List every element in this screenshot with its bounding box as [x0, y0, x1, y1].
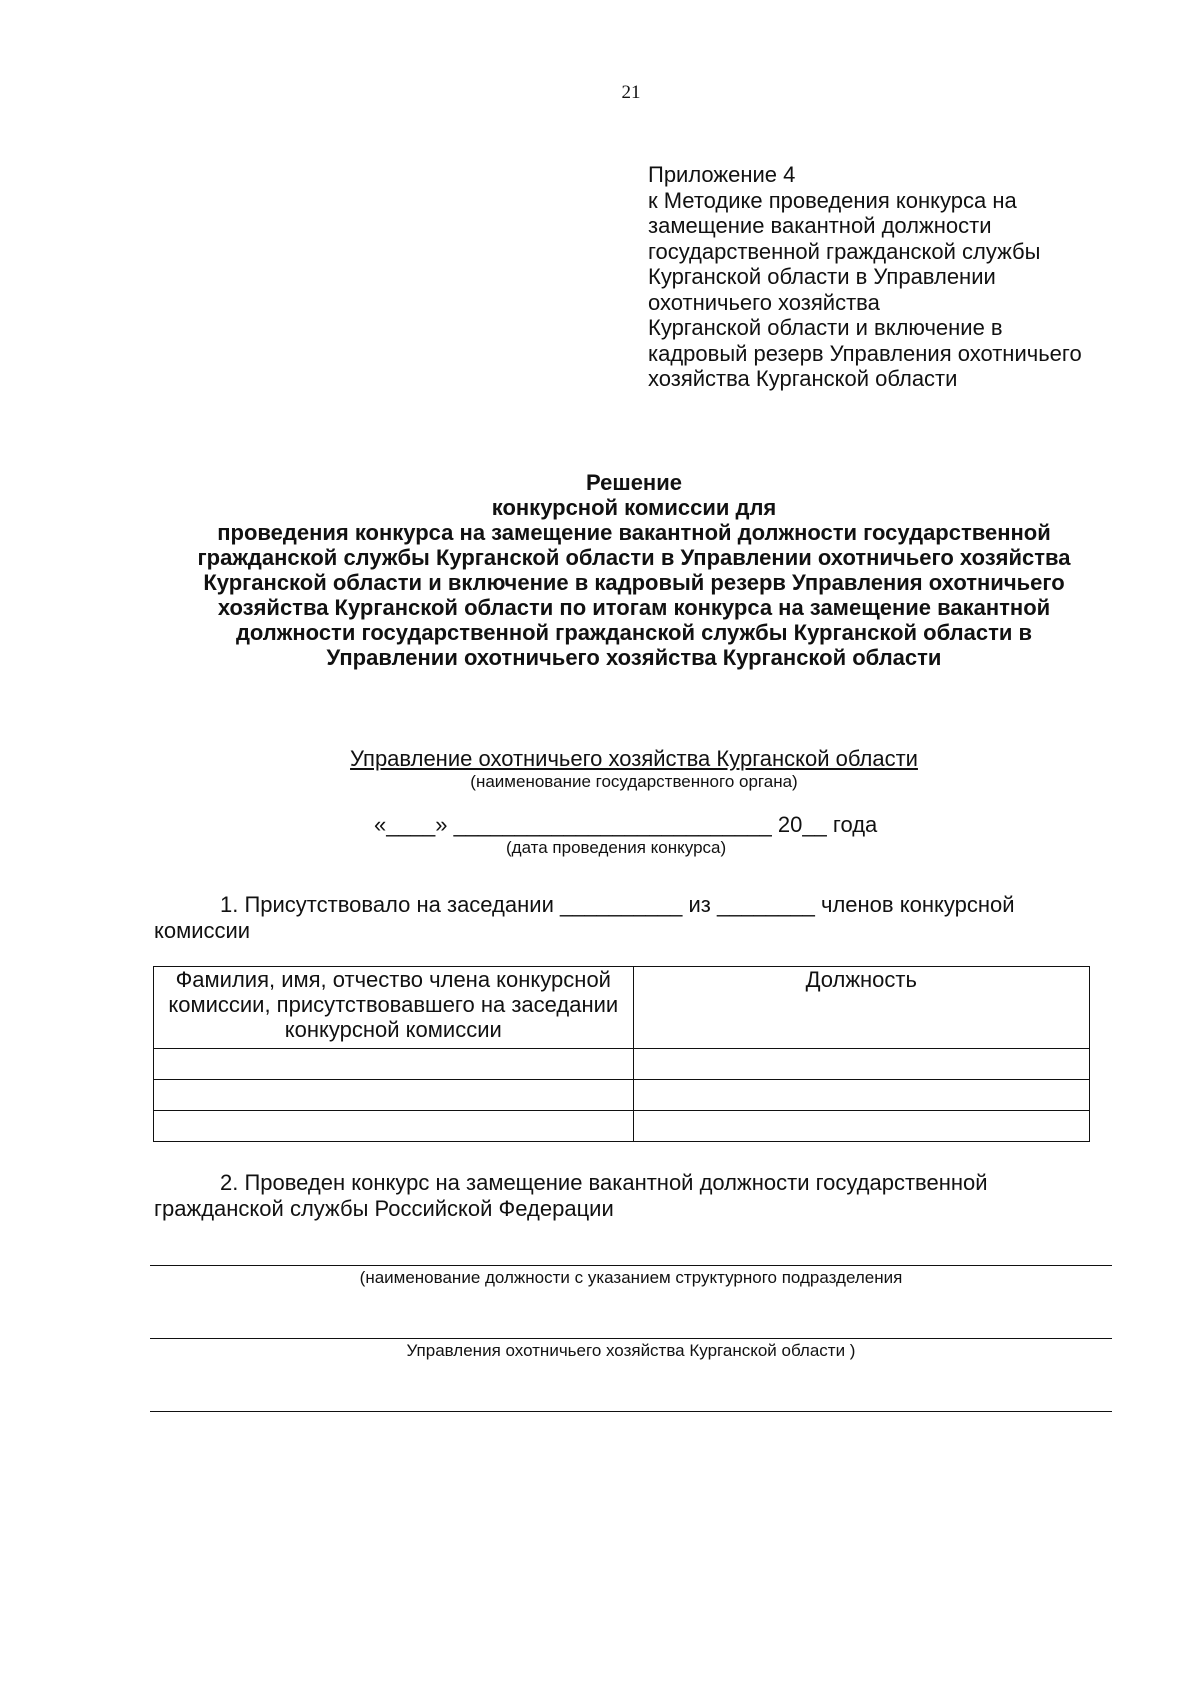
item-1: [154, 892, 1094, 944]
position-caption-1: (наименование должности с указанием структурного подразделения: [359, 1268, 903, 1287]
title-line: гражданской службы Курганской области в Управлении охотничьего хозяйства: [197, 545, 1071, 570]
table-cell: [154, 1111, 634, 1142]
item-2: [154, 1170, 1094, 1222]
table-row: [154, 1080, 1090, 1111]
item-1-blank-total: ________: [716, 892, 815, 917]
title-line: хозяйства Курганской области по итогам конкурса на замещение вакантной: [217, 595, 1051, 620]
organization-name: Управление охотничьего хозяйства Курганской области: [350, 746, 918, 771]
item-1-start: 1. Присутствовало на заседании: [220, 892, 554, 917]
item-1-continuation: комиссии: [154, 918, 251, 943]
organization-block: [150, 746, 1118, 792]
table-row: [154, 1049, 1090, 1080]
table-cell: [154, 1049, 634, 1080]
item-1-line: [154, 892, 1094, 918]
position-line-1: [150, 1265, 1112, 1266]
title-line: Управлении охотничьего хозяйства Курганской области: [326, 645, 942, 670]
position-line-2: [150, 1338, 1112, 1339]
appendix-line: к Методике проведения конкурса на: [648, 187, 1017, 213]
table-header-row: [154, 967, 1090, 1049]
decision-title: [150, 470, 1118, 670]
appendix-line: Курганской области в Управлении: [648, 264, 996, 289]
appendix-line: замещение вакантной должности: [648, 213, 992, 238]
title-line: Решение: [586, 470, 682, 495]
table-cell: [633, 1080, 1089, 1111]
appendix-header: [648, 162, 1168, 392]
date-year-blank: __: [802, 812, 827, 837]
appendix-line: Курганской области и включение в: [648, 315, 1003, 340]
item-2-line-2: гражданской службы Российской Федерации: [154, 1196, 614, 1221]
date-year-prefix: 20: [777, 812, 803, 837]
table-cell: [633, 1111, 1089, 1142]
date-caption: (дата проведения конкурса): [506, 838, 727, 857]
appendix-line: государственной гражданской службы: [648, 238, 1041, 264]
appendix-line: Приложение 4: [648, 162, 796, 187]
date-close-quote: »: [435, 812, 448, 837]
item-1-blank-present: __________: [559, 892, 683, 917]
title-line: конкурсной комиссии для: [491, 495, 777, 520]
title-line: Курганской области и включение в кадровый резерв Управления охотничьего: [203, 570, 1065, 595]
date-open-quote: «: [374, 812, 387, 837]
position-caption-2: Управления охотничьего хозяйства Курганской области ): [406, 1341, 856, 1360]
position-line-3: [150, 1411, 1112, 1412]
table-cell: [633, 1049, 1089, 1080]
appendix-line: хозяйства Курганской области: [648, 366, 958, 391]
header-position: Должность: [633, 967, 1089, 1049]
title-line: проведения конкурса на замещение вакантной должности государственной: [217, 520, 1051, 545]
date-line: [374, 812, 877, 838]
members-table: [153, 966, 1090, 1142]
title-line: должности государственной гражданской службы Курганской области в: [235, 620, 1033, 645]
item-1-middle: из: [688, 892, 711, 917]
date-day-blank: ____: [386, 812, 436, 837]
appendix-line: кадровый резерв Управления охотничьего: [648, 340, 1082, 366]
table-row: [154, 1111, 1090, 1142]
organization-caption: (наименование государственного органа): [470, 772, 798, 791]
date-month-blank: __________________________: [453, 812, 772, 837]
item-2-line-1: 2. Проведен конкурс на замещение вакантной должности государственной: [220, 1170, 988, 1195]
header-member-name: Фамилия, имя, отчество члена конкурсной комиссии, присутствовавшего на заседании конкурсной комиссии: [154, 967, 634, 1049]
table-cell: [154, 1080, 634, 1111]
item-1-end: членов конкурсной: [821, 892, 1015, 917]
page-number: 21: [621, 82, 641, 103]
date-year-suffix: года: [832, 812, 878, 837]
appendix-line: охотничьего хозяйства: [648, 289, 880, 315]
